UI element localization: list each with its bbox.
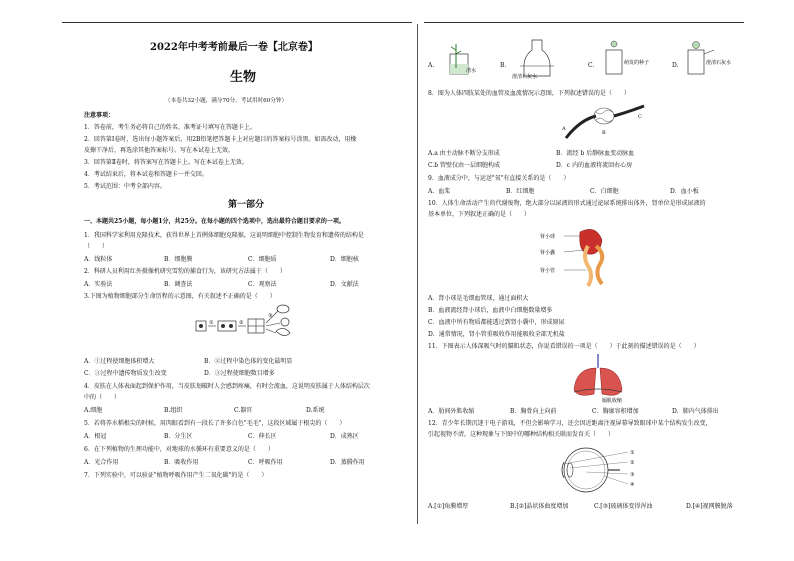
q11-opt-b: B．胸骨向上向前 — [510, 408, 557, 415]
q8-label-a: A — [562, 126, 566, 132]
q2-opt-a: A．实验法 — [84, 281, 113, 288]
q11-stem: 11．下图表示人体深吸气时的膈肌状态，你说看错误的一项是（ ）于此刻的描述错误的是（ ） — [428, 343, 700, 350]
q7-apparatus-c — [600, 38, 650, 80]
blood-vessel-diagram — [560, 100, 650, 144]
q10-opt-b: B．血液流经肾小球后，血液中白细胞数量增多 — [428, 307, 553, 314]
q6-opt-a: A．光合作用 — [84, 459, 119, 466]
q2-opt-d: D．文献法 — [330, 281, 359, 288]
q6-opt-c: C．呼吸作用 — [248, 459, 283, 466]
q4-opt-c: C.器官 — [234, 407, 253, 414]
q11-label: 膈肌收缩 — [602, 398, 623, 404]
q5-opt-a: A．根冠 — [84, 433, 107, 440]
q12-stem-b: 引起视物不清，这种现象与下图中的哪种结构相关联而发育关（ ） — [428, 431, 615, 438]
exam-title: 2022年中考考前最后一卷【北京卷】 — [150, 42, 318, 53]
q1-opt-a: A．线粒体 — [84, 256, 113, 263]
column-divider — [417, 24, 418, 524]
exam-info: （本卷共32小题，满分70分，考试用时60分钟） — [165, 98, 288, 104]
q10-label-capsule: 肾小囊 — [540, 250, 556, 256]
q7-label-a: 清水 — [466, 68, 477, 74]
lungs-diagram — [566, 352, 630, 404]
section-intro: 一、本题共25小题，每小题1分，共25分。在每小题的四个选项中，选出最符合题目要求的一项。 — [84, 218, 345, 225]
q9-opt-d: D．血小板 — [670, 188, 699, 195]
q1-stem: 1．我国科学家利用克隆技术，获得世界上首例体细胞克隆猴，这说明细胞中控制生物发育和遗传的结构是 — [84, 232, 364, 239]
q1-stem-b: （ ） — [84, 243, 109, 250]
q10-stem: 10．人体生命活动产生的代谢废物，绝大部分以尿液的形式通过泌尿系统排出体外，肾单位是形成尿液的 — [428, 200, 706, 207]
q9-opt-b: B．红细胞 — [506, 188, 535, 195]
q7-apparatus-d — [684, 38, 744, 80]
eye-diagram — [546, 442, 646, 498]
cell-5 — [276, 328, 290, 335]
q11-opt-d: D．肺内气体排出 — [672, 408, 719, 415]
note-2: 2．回答第Ⅰ卷时，选出每小题答案后，用2B铅笔把答题卡上对应题目的答案标号涂黑。如需改动，用橡 — [84, 136, 357, 143]
q10-opt-c: C．血液中所有物质都能透过到肾小囊中，形成原尿 — [428, 319, 565, 326]
q6-stem: 6．在下列植物的生理功能中，对地球的水循环有重要意义的是（ ） — [84, 446, 274, 453]
q8-opt-b: B．流经 b 后静脉血变动脉血 — [556, 150, 635, 157]
q7-apparatus-b — [512, 36, 562, 80]
q3-opt-c: C．③过程中遗传物质发生改变 — [84, 370, 167, 377]
q7-label-b: 澄清石灰水 — [512, 74, 538, 80]
q9-opt-c: C．白细胞 — [590, 188, 619, 195]
cell-4 — [277, 305, 289, 313]
q7-opt-a: A. — [428, 62, 435, 69]
q10-label-tubule: 肾小管 — [540, 268, 556, 274]
q12-label-1: ① — [630, 450, 635, 456]
note-2b: 皮擦干净后，再选涂其他答案标号。写在本试卷上无效。 — [84, 147, 235, 154]
q8-label-c: C — [638, 114, 642, 120]
subject-title: 生物 — [230, 70, 257, 85]
q8-opt-c: C.b 管壁仅由一层细胞构成 — [428, 162, 501, 169]
q3-label-3: ③ — [268, 313, 273, 319]
q1-opt-b: B．细胞膜 — [164, 256, 193, 263]
q7-stem: 7．下列实验中，可以验证"植物呼吸作用产生二氧化碳"的是（ ） — [84, 472, 268, 479]
q7-label-c: 萌发的种子 — [624, 60, 650, 66]
cell-division-diagram — [190, 303, 300, 343]
cell-6 — [281, 318, 289, 326]
q2-opt-c: C．观察法 — [248, 281, 277, 288]
q6-opt-d: D．蒸腾作用 — [330, 459, 365, 466]
q12-opt-c: C.[③]玻璃体变得浑浊 — [594, 503, 653, 510]
q7-apparatus-a — [440, 40, 480, 78]
q2-opt-b: B．调查法 — [164, 281, 193, 288]
q7-opt-d: D. — [672, 62, 679, 69]
q9-stem: 9．血液成分中，与运送"氧"有直接关系的是（ ） — [428, 175, 570, 182]
nephron-diagram — [540, 222, 630, 290]
q5-opt-b: B．分生区 — [164, 433, 193, 440]
q10-opt-a: A．肾小球是毛细血管球，通过面积大 — [428, 295, 529, 302]
q11-opt-c: C．胸廓容积增加 — [592, 408, 639, 415]
q12-label-2: ② — [630, 460, 635, 466]
q7-label-d: 澄清石灰水 — [706, 60, 732, 66]
section-title: 第一部分 — [228, 200, 265, 210]
note-1: 1．答卷前，考生务必将自己的姓名、准考证号填写在答题卡上。 — [84, 124, 256, 131]
note-3: 3．回答第Ⅱ卷时，将答案写在答题卡上。写在本试卷上无效。 — [84, 159, 248, 166]
q1-opt-d: D．细胞核 — [330, 256, 359, 263]
q3-label-2: ② — [239, 320, 244, 326]
q5-stem: 5．若将养水稻根尖的时候，用肉眼看到有一段长了许多白色"毛毛"，这段区域属于根尖的（ ） — [84, 420, 346, 427]
q4-stem-b: 中的（ ） — [84, 394, 121, 401]
q8-opt-a: A.a 由主动脉不断分支形成 — [428, 150, 500, 157]
q7-opt-c: C. — [588, 62, 595, 69]
top-rule-left — [62, 22, 412, 23]
top-rule-right — [424, 22, 744, 23]
q12-stem: 12．青少年长期沉迷于电子游戏，不但会影响学习，还会因近距离注视屏幕导致眼球中某个结构发生改变， — [428, 420, 712, 427]
q12-label-3: ③ — [630, 472, 635, 478]
q3-stem: 3.下图为植物细胞部分生命历程的示意图，有关叙述不正确的是（ ） — [84, 293, 276, 300]
q2-stem: 2．科研人员利用红外摄像机研究雪豹的捕食行为，该研究方法属于（ ） — [84, 268, 286, 275]
q3-opt-d: D．③过程使细胞数目增多 — [204, 370, 275, 377]
q3-opt-b: B．②过程中染色体的变化最明显 — [204, 358, 293, 365]
q12-opt-d: D.[④]视网膜脱落 — [686, 503, 733, 510]
q1-opt-c: C．细胞质 — [248, 256, 277, 263]
q3-opt-a: A．①过程使细胞体积增大 — [84, 358, 155, 365]
q9-opt-a: A．血浆 — [428, 188, 451, 195]
q5-opt-d: D．成熟区 — [330, 433, 359, 440]
q7-opt-b: B. — [500, 62, 507, 69]
q3-label-1: ① — [209, 320, 214, 326]
note-4: 4．考试结束后，将本试卷和答题卡一并交回。 — [84, 171, 208, 178]
q4-opt-a: A.细胞 — [84, 407, 103, 414]
q10-label-glomerulus: 肾小球 — [540, 234, 556, 240]
q6-opt-b: B．吸收作用 — [164, 459, 199, 466]
q10-stem-b: 基本单位，下列叙述正确的是（ ） — [428, 211, 531, 218]
q4-stem: 4．皮肤在人体表面起到保护作用，当皮肤划破时人会感到疼痛，有时会流血，这说明皮肤属于人体结构层次 — [84, 383, 370, 390]
q12-label-4: ④ — [630, 482, 635, 488]
q12-opt-b: B.[②]晶状体曲度增加 — [510, 503, 569, 510]
cell-2 — [218, 321, 236, 331]
q8-stem: 8．图为人体四肢某处的血管及血流情况示意图，下列叙述错误的是（ ） — [428, 90, 630, 97]
q4-opt-b: B.组织 — [164, 407, 183, 414]
q8-opt-d: D．c 内的血液将流回右心房 — [556, 162, 633, 169]
q5-opt-c: C．伸长区 — [248, 433, 277, 440]
q10-opt-d: D．通常情况，肾小管重吸收作用能吸收全部无机盐 — [428, 331, 565, 338]
notes-heading: 注意事项： — [84, 112, 115, 119]
q4-opt-d: D.系统 — [306, 407, 325, 414]
q12-opt-a: A.[①]角膜增厚 — [428, 503, 469, 510]
q8-label-b: B — [602, 130, 606, 136]
note-5: 5．考试范围：中考全部内容。 — [84, 183, 166, 190]
q11-opt-a: A．肋间外肌收缩 — [428, 408, 475, 415]
